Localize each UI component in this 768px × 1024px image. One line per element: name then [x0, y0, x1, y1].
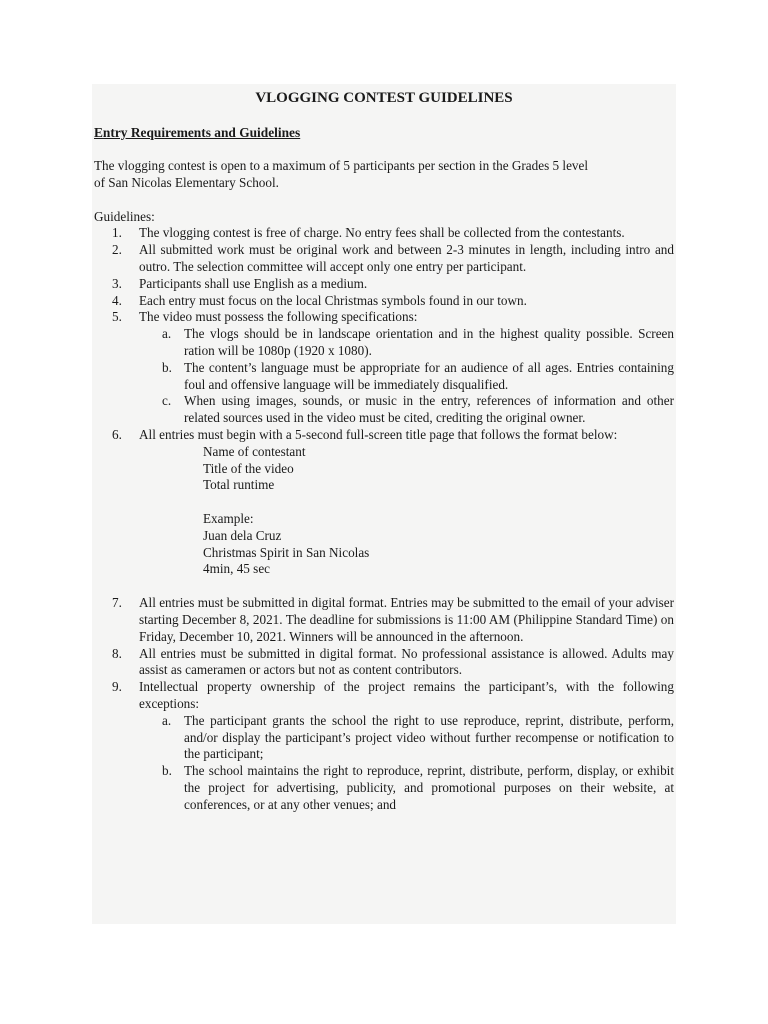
section-heading: Entry Requirements and Guidelines — [94, 125, 301, 140]
sub-item-5b — [94, 360, 674, 394]
sub-item-letter: c. — [162, 393, 172, 409]
example-label: Example: — [203, 510, 254, 526]
item-number: 7. — [112, 595, 122, 611]
example-line: Juan dela Cruz — [203, 527, 282, 543]
document-body — [94, 88, 674, 813]
guideline-item-1 — [94, 225, 674, 242]
guideline-item-3 — [94, 276, 674, 293]
format-line: Name of contestant — [203, 443, 306, 459]
sub-item-letter: b. — [162, 763, 172, 779]
item-text: Intellectual property ownership of the project remains the participant’s, with the following exceptions: — [139, 679, 674, 711]
item-number: 5. — [112, 309, 122, 325]
item-number: 1. — [112, 225, 122, 241]
guideline-item-2 — [94, 242, 674, 276]
sub-item-text: The content’s language must be appropriate for an audience of all ages. Entries containing foul and offensive language will be immediately disqualified. — [184, 359, 674, 392]
item-text: Each entry must focus on the local Christmas symbols found in our town. — [139, 292, 527, 308]
item-text: All entries must be submitted in digital format. Entries may be submitted to the email of your adviser starting December 8, 2021. The deadline for submissions is 11:00 AM (Philippine Standard Time) on Friday, December 10, 2021. Winners will be announced in the afternoon. — [139, 595, 674, 644]
sub-item-5a — [94, 326, 674, 360]
sub-item-letter: a. — [162, 326, 172, 342]
guideline-item-8 — [94, 646, 674, 680]
item-text: All submitted work must be original work and between 2-3 minutes in length, including intro and outro. The selection committee will accept only one entry per participant. — [139, 242, 674, 274]
sub-item-text: When using images, sounds, or music in the entry, references of information and other related sources used in the video must be cited, crediting the original owner. — [184, 393, 674, 426]
example-line: 4min, 45 sec — [203, 561, 271, 577]
sub-item-text: The school maintains the right to reproduce, reprint, distribute, perform, display, or exhibit the project for advertising, publicity, and promotional purposes on their website, at conferences, or at any other venues; and — [184, 763, 674, 812]
intro-line: The vlogging contest is open to a maximum of 5 participants per section in the Grades 5 level — [94, 158, 589, 173]
item-text: All entries must begin with a 5-second full-screen title page that follows the format below: — [139, 426, 618, 442]
guideline-item-4 — [94, 293, 674, 310]
guideline-item-6 — [94, 427, 674, 444]
document-title: VLOGGING CONTEST GUIDELINES — [255, 90, 513, 106]
item-text: Participants shall use English as a medium. — [139, 275, 368, 291]
sub-item-9b — [94, 763, 674, 813]
item-number: 3. — [112, 275, 122, 291]
item-number: 2. — [112, 242, 122, 258]
sub-item-letter: a. — [162, 712, 172, 728]
sub-item-letter: b. — [162, 359, 172, 375]
intro-paragraph — [94, 158, 674, 192]
item-number: 6. — [112, 426, 122, 442]
title-page-format — [94, 444, 674, 578]
example-line: Christmas Spirit in San Nicolas — [203, 544, 370, 560]
sub-item-9a — [94, 713, 674, 763]
guideline-item-5 — [94, 309, 674, 326]
format-line: Total runtime — [203, 477, 275, 493]
item-number: 9. — [112, 679, 122, 695]
item-text: The video must possess the following specifications: — [139, 309, 418, 325]
intro-line: of San Nicolas Elementary School. — [94, 174, 279, 190]
item-number: 4. — [112, 292, 122, 308]
item-number: 8. — [112, 645, 122, 661]
sub-item-text: The participant grants the school the right to use reproduce, reprint, distribute, perform, and/or display the participant’s project video without further recompense or notification to the participant; — [184, 712, 674, 762]
guidelines-label: Guidelines: — [94, 208, 155, 224]
item-text: The vlogging contest is free of charge. No entry fees shall be collected from the contestants. — [139, 225, 625, 241]
guideline-item-9 — [94, 679, 674, 713]
sub-item-text: The vlogs should be in landscape orientation and in the highest quality possible. Screen ration will be 1080p (1920 x 1080). — [184, 326, 674, 358]
sub-item-5c — [94, 393, 674, 427]
item-text: All entries must be submitted in digital format. No professional assistance is allowed. Adults may assist as cameramen or actors but not as content contributors. — [139, 645, 674, 678]
format-line: Title of the video — [203, 460, 294, 476]
guideline-item-7 — [94, 595, 674, 645]
